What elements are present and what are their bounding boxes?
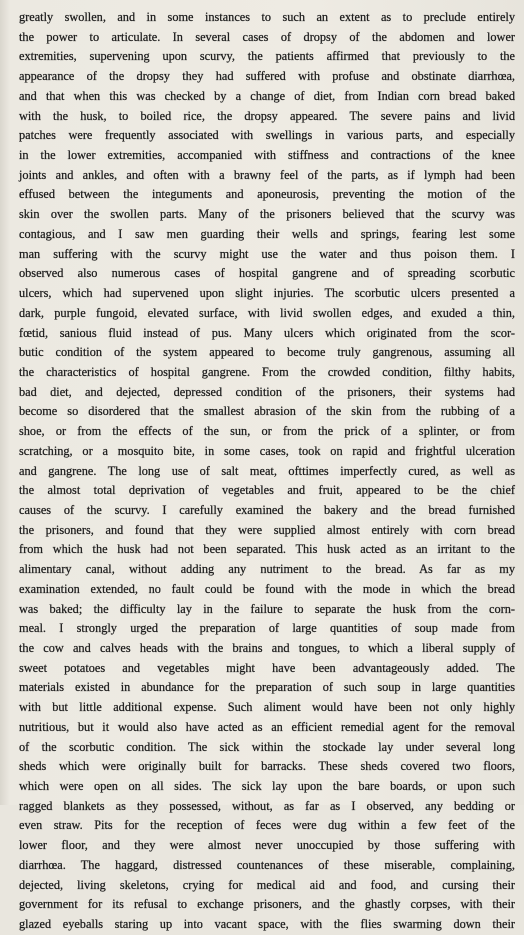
text-line-16: dark, purple fungoid, elevated surface, with livid swollen edges, and exuded a thin, xyxy=(19,305,515,320)
text-line-31: was baked; the difficulty lay in the failure to separate the husk from the corn- xyxy=(19,601,515,616)
text-line-47: glazed eyeballs staring up into vacant space, with the flies swarming down their xyxy=(19,917,515,932)
text-line-35: materials existed in abundance for the preparation of such soup in large quantities xyxy=(19,680,515,695)
text-line-17: fœtid, sanious fluid instead of pus. Many ulcers which originated from the scor- xyxy=(19,325,515,340)
text-line-22: shoe, or from the effects of the sun, or from the prick of a splinter, or from xyxy=(19,424,515,439)
text-line-7: patches were frequently associated with swellings in various parts, and especially xyxy=(19,128,515,143)
text-line-25: the almost total deprivation of vegetables and fruit, appeared to be the chief xyxy=(19,483,515,498)
text-line-39: sheds which were originally built for barracks. These sheds covered two floors, xyxy=(19,759,515,774)
text-line-2: the power to articulate. In several cases of dropsy of the abdomen and lower xyxy=(19,29,515,44)
text-line-6: with the husk, to boiled rice, the dropsy appeared. The severe pains and livid xyxy=(19,108,515,123)
text-line-8: in the lower extremities, accompanied with stiffness and contractions of the knee xyxy=(19,148,515,163)
text-line-28: from which the husk had not been separated. This husk acted as an irritant to the xyxy=(19,542,515,557)
text-line-23: scratching, or a mosquito bite, in some cases, took on rapid and frightful ulceration xyxy=(19,443,515,458)
text-line-12: contagious, and I saw men guarding their wells and springs, fearing lest some xyxy=(19,226,515,241)
text-line-11: skin over the swollen parts. Many of the prisoners believed that the scurvy was xyxy=(19,207,515,222)
text-line-46: government for its refusal to exchange prisoners, and the ghastly corpses, with their xyxy=(19,897,515,912)
text-line-34: sweet potatoes and vegetables might have been advantageously added. The xyxy=(19,660,515,675)
text-line-14: observed also numerous cases of hospital gangrene and of spreading scorbutic xyxy=(19,266,515,281)
text-line-26: causes of the scurvy. I carefully examined the bakery and the bread furnished xyxy=(19,502,515,517)
text-line-41: ragged blankets as they possessed, without, as far as I observed, any bedding or xyxy=(19,798,515,813)
text-line-13: man suffering with the scurvy might use the water and thus poison them. I xyxy=(19,246,515,261)
text-line-5: and that when this was checked by a change of diet, from Indian corn bread baked xyxy=(19,88,515,103)
text-line-38: of the scorbutic condition. The sick within the stockade lay under several long xyxy=(19,739,515,754)
text-line-45: dejected, living skeletons, crying for medical aid and food, and cursing their xyxy=(19,877,515,892)
text-line-32: meal. I strongly urged the preparation of large quantities of soup made from xyxy=(19,621,515,636)
text-line-10: effused between the integuments and aponeurosis, preventing the motion of the xyxy=(19,187,515,202)
text-line-33: the cow and calves heads with the brains and tongues, to which a liberal supply of xyxy=(19,641,515,655)
text-line-3: extremities, supervening upon scurvy, the patients affirmed that previously to the xyxy=(19,49,515,64)
text-line-19: the characteristics of hospital gangrene. From the crowded condition, filthy habits, xyxy=(19,364,515,379)
body-text xyxy=(19,8,515,935)
text-line-1: greatly swollen, and in some instances to such an extent as to preclude entirely xyxy=(19,10,515,24)
text-line-20: bad diet, and dejected, depressed condition of the prisoners, their systems had xyxy=(19,384,515,399)
text-line-40: which were open on all sides. The sick lay upon the bare boards, or upon such xyxy=(19,779,515,794)
text-line-18: butic condition of the system appeared to become truly gangrenous, assuming all xyxy=(19,345,515,360)
text-line-4: appearance of the dropsy they had suffered with profuse and obstinate diarrhœa, xyxy=(19,69,515,84)
text-line-37: nutritious, but it would also have acted as an efficient remedial agent for the removal xyxy=(19,719,515,734)
text-line-43: lower floor, and they were almost never unoccupied by those suffering with xyxy=(19,838,515,853)
text-line-27: the prisoners, and found that they were supplied almost entirely with corn bread xyxy=(19,522,515,537)
text-line-21: become so disordered that the smallest abrasion of the skin from the rubbing of a xyxy=(19,404,515,419)
text-line-36: with but little additional expense. Such aliment would have been not only highly xyxy=(19,700,515,715)
text-line-9: joints and ankles, and often with a brawny feel of the parts, as if lymph had been xyxy=(19,167,515,182)
text-line-30: examination extended, no fault could be found with the mode in which the bread xyxy=(19,581,515,596)
text-line-42: even straw. Pits for the reception of feces were dug within a few feet of the xyxy=(19,818,515,833)
text-line-24: and gangrene. The long use of salt meat, ofttimes imperfectly cured, as well as xyxy=(19,463,515,478)
text-line-29: alimentary canal, without adding any nutriment to the bread. As far as my xyxy=(19,562,515,577)
text-line-44: diarrhœa. The haggard, distressed countenances of these miserable, complaining, xyxy=(19,857,515,872)
text-line-15: ulcers, which had supervened upon slight injuries. The scorbutic ulcers presented a xyxy=(19,286,515,301)
